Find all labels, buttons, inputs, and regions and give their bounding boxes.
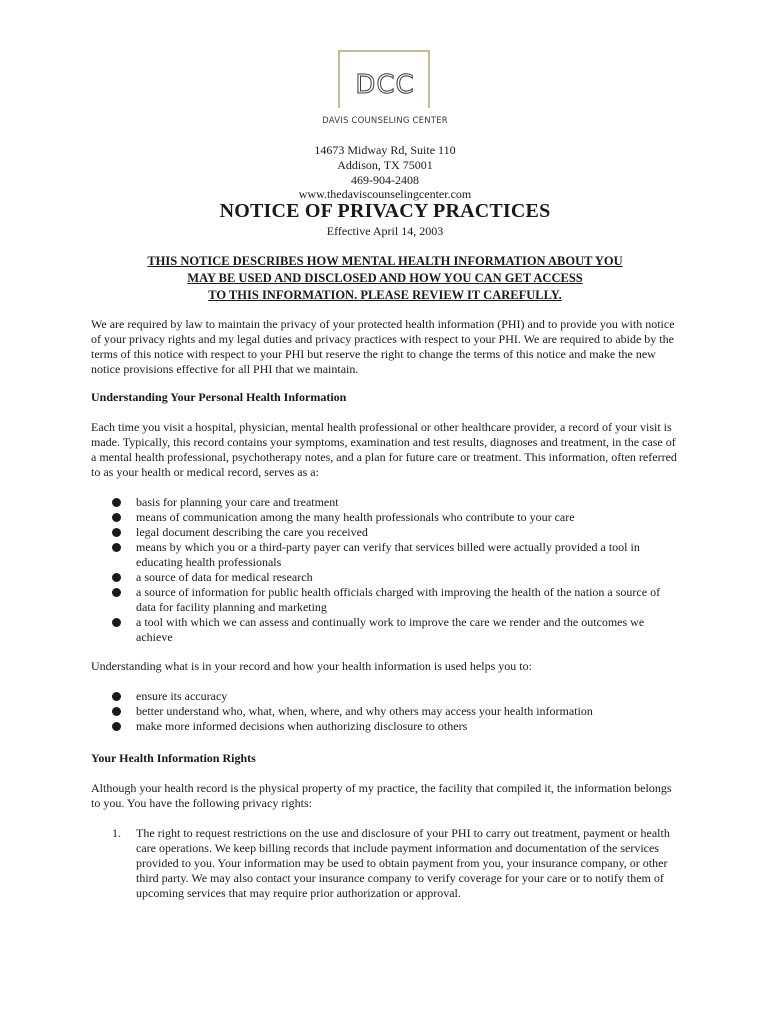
section-heading: Your Health Information Rights	[91, 751, 256, 765]
bullet-list	[112, 495, 682, 645]
list-item: basis for planning your care and treatment	[112, 495, 682, 510]
list-item: a tool with which we can assess and continually work to improve the care we render and the outcomes we achieve	[112, 615, 682, 645]
bullet-icon	[112, 498, 121, 507]
bullet-icon	[112, 722, 121, 731]
list-item: legal document describing the care you received	[112, 525, 682, 540]
address-street: 14673 Midway Rd, Suite 110	[314, 143, 456, 157]
address-website: www.thedaviscounselingcenter.com	[298, 187, 472, 201]
intro-paragraph: We are required by law to maintain the privacy of your protected health information (PHI) and to provide you with notice of your privacy rights and my legal duties and privacy practices with respect to your PHI. We are required to abide by the terms of this notice with respect to your PHI but reserve the right to change the terms of this notice and make the new notice provisions effective for all PHI that we maintain.	[91, 317, 675, 376]
bullet-icon	[112, 588, 121, 597]
list-item: 1. The right to request restrictions on the use and disclosure of your PHI to carry out treatment, payment or health care operations. We keep billing records that include payment information and documentation of the services provided to you. Your information may be used to obtain payment from you, your insurance company, or other third party. We may also contact your insurance company to verify coverage for your care or to notify them of upcoming services that may require prior authorization or approval.	[112, 826, 670, 900]
bullet-icon	[112, 573, 121, 582]
list-item: a source of information for public health officials charged with improving the health of the nation a source of data for facility planning and marketing	[112, 585, 682, 615]
section-paragraph: Understanding what is in your record and how your health information is used helps you to:	[91, 659, 532, 673]
logo-name: DAVIS COUNSELING CENTER	[322, 116, 448, 126]
bullet-icon	[112, 543, 121, 552]
bullet-list	[112, 689, 682, 734]
bullet-icon	[112, 528, 121, 537]
list-item: means of communication among the many health professionals who contribute to your care	[112, 510, 682, 525]
notice-line: THIS NOTICE DESCRIBES HOW MENTAL HEALTH INFORMATION ABOUT YOU	[147, 254, 623, 268]
notice-line: MAY BE USED AND DISCLOSED AND HOW YOU CAN GET ACCESS	[187, 271, 583, 285]
section-paragraph: Although your health record is the physical property of my practice, the facility that compiled it, the information belongs to you. You have the following privacy rights:	[91, 781, 672, 810]
bullet-icon	[112, 692, 121, 701]
section-heading: Understanding Your Personal Health Information	[91, 390, 347, 404]
address-phone: 469-904-2408	[351, 173, 419, 187]
section-paragraph: Each time you visit a hospital, physician, mental health professional or other healthcare provider, a record of your visit is made. Typically, this record contains your symptoms, examination and test results, diagnoses and treatment, in the case of a mental health professional, psychotherapy notes, and a plan for future care or treatment. This information, often referred to as your health or medical record, serves as a:	[91, 420, 677, 479]
list-item: make more informed decisions when authorizing disclosure to others	[112, 719, 682, 734]
page-title: NOTICE OF PRIVACY PRACTICES	[219, 200, 551, 222]
list-item: ensure its accuracy	[112, 689, 682, 704]
address-city: Addison, TX 75001	[337, 158, 433, 172]
effective-date: Effective April 14, 2003	[326, 224, 444, 238]
bullet-icon	[112, 513, 121, 522]
logo-letters: DCC	[314, 70, 456, 100]
bullet-icon	[112, 618, 121, 627]
bullet-icon	[112, 707, 121, 716]
numbered-list	[112, 826, 682, 901]
list-item: better understand who, what, when, where, and why others may access your health information	[112, 704, 682, 719]
list-item: means by which you or a third-party payer can verify that services billed were actually provided a tool in educating health professionals	[112, 540, 682, 570]
notice-banner	[0, 253, 770, 304]
list-item: a source of data for medical research	[112, 570, 682, 585]
notice-line: TO THIS INFORMATION. PLEASE REVIEW IT CAREFULLY.	[208, 288, 562, 302]
